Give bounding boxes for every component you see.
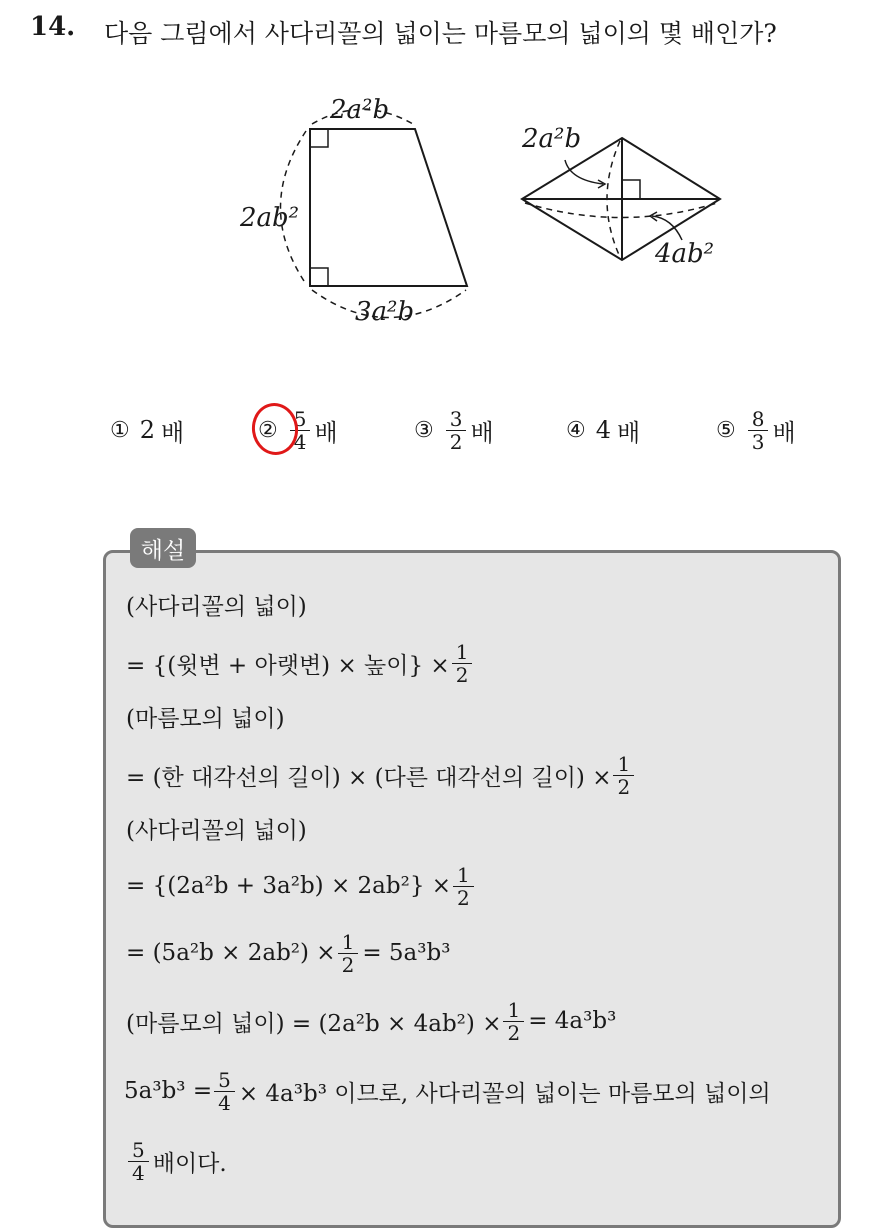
denominator: 4: [293, 429, 307, 454]
solution-line-8: [126, 992, 616, 1050]
solution-line-9: [124, 1062, 771, 1120]
five-fourths-fraction: [216, 1069, 233, 1114]
solution-line-3: [126, 698, 285, 734]
choice-1[interactable]: [110, 400, 184, 460]
choice-4[interactable]: [566, 400, 640, 460]
choice-number: ②: [258, 417, 278, 443]
solution-line-2: [126, 634, 476, 692]
half-fraction: [505, 999, 522, 1044]
line-text: 배이다.: [152, 1150, 227, 1177]
choice-value: 2: [139, 416, 156, 444]
denominator: 2: [341, 952, 355, 977]
line-text: (사다리꼴의 넓이): [126, 593, 307, 620]
solution-line-1: [126, 586, 307, 622]
choice-unit: 배: [772, 418, 796, 447]
numerator: 8: [751, 406, 765, 431]
label-diag-2: 4ab²: [655, 239, 715, 269]
pointer-arrow-1: [565, 160, 603, 184]
choice-number: ⑤: [716, 417, 736, 443]
numerator: 5: [293, 406, 307, 431]
denominator: 2: [455, 662, 469, 687]
line-text: (사다리꼴의 넓이): [126, 817, 307, 844]
label-top-base: 2a²b: [330, 95, 390, 125]
right-angle-mark-bottom: [310, 268, 328, 286]
pointer-arrow-2: [652, 216, 682, 240]
choice-number: ①: [110, 417, 130, 443]
half-fraction: [455, 864, 472, 909]
numerator: 5: [218, 1067, 231, 1092]
numerator: 1: [455, 639, 469, 664]
numerator: 1: [617, 751, 631, 776]
choice-unit: 배: [161, 418, 185, 447]
solution-line-4: [126, 746, 638, 804]
trapezoid: [281, 110, 468, 318]
half-fraction: [454, 641, 471, 686]
answer-choices: [0, 400, 884, 460]
solution-line-7: [126, 924, 450, 982]
numerator: 1: [507, 997, 521, 1022]
numerator: 5: [132, 1137, 145, 1162]
numerator: 3: [449, 406, 463, 431]
label-diag-1: 2a²b: [522, 124, 582, 154]
choice-fraction: [448, 408, 465, 453]
solution-line-6: [126, 857, 478, 915]
numerator: 1: [457, 862, 470, 887]
numerator: 1: [341, 929, 355, 954]
denominator: 2: [617, 774, 631, 799]
choice-unit: 배: [617, 418, 641, 447]
solution-line-10: [126, 1132, 227, 1190]
line-text: (마름모의 넓이) = (2a²b × 4ab²) ×: [126, 1010, 502, 1037]
choice-fraction: [750, 408, 767, 453]
half-fraction: [340, 931, 357, 976]
choice-3[interactable]: [414, 400, 494, 460]
five-fourths-fraction: [130, 1139, 147, 1184]
trapezoid-shape: [310, 129, 467, 286]
line-text: (마름모의 넓이): [126, 705, 285, 732]
denominator: 4: [132, 1160, 145, 1185]
line-text: = {(윗변 + 아랫변) × 높이} ×: [126, 652, 450, 679]
rhombus-right-angle-mark: [622, 180, 640, 199]
question-number: 14.: [30, 12, 76, 42]
denominator: 2: [507, 1020, 521, 1045]
denominator: 2: [449, 429, 463, 454]
question-text: 다음 그림에서 사다리꼴의 넓이는 마름모의 넓이의 몇 배인가?: [104, 19, 777, 48]
choice-unit: 배: [314, 418, 338, 447]
choice-number: ③: [414, 417, 434, 443]
half-fraction: [615, 753, 632, 798]
line-text: 5a³b³ =: [124, 1078, 213, 1104]
choice-unit: 배: [470, 418, 494, 447]
solution-line-5: [126, 810, 307, 846]
label-height: 2ab²: [240, 203, 300, 233]
label-bottom-base: 3a²b: [355, 297, 415, 327]
solution-tag: 해설: [130, 528, 196, 568]
choice-number: ④: [566, 417, 586, 443]
line-text: = 4a³b³: [528, 1008, 617, 1034]
geometry-figure: [0, 0, 884, 360]
line-text: = (한 대각선의 길이) × (다른 대각선의 길이) ×: [126, 764, 612, 791]
line-text: = {(2a²b + 3a²b) × 2ab²} ×: [126, 873, 452, 899]
denominator: 4: [218, 1090, 231, 1115]
denominator: 2: [457, 885, 470, 910]
line-text: × 4a³b³ 이므로, 사다리꼴의 넓이는 마름모의 넓이의: [238, 1080, 771, 1107]
right-angle-mark-top: [310, 129, 328, 147]
line-text: = 5a³b³: [362, 940, 451, 966]
choice-5[interactable]: [716, 400, 796, 460]
line-text: = (5a²b × 2ab²) ×: [126, 940, 336, 966]
choice-value: 4: [595, 416, 612, 444]
denominator: 3: [751, 429, 765, 454]
